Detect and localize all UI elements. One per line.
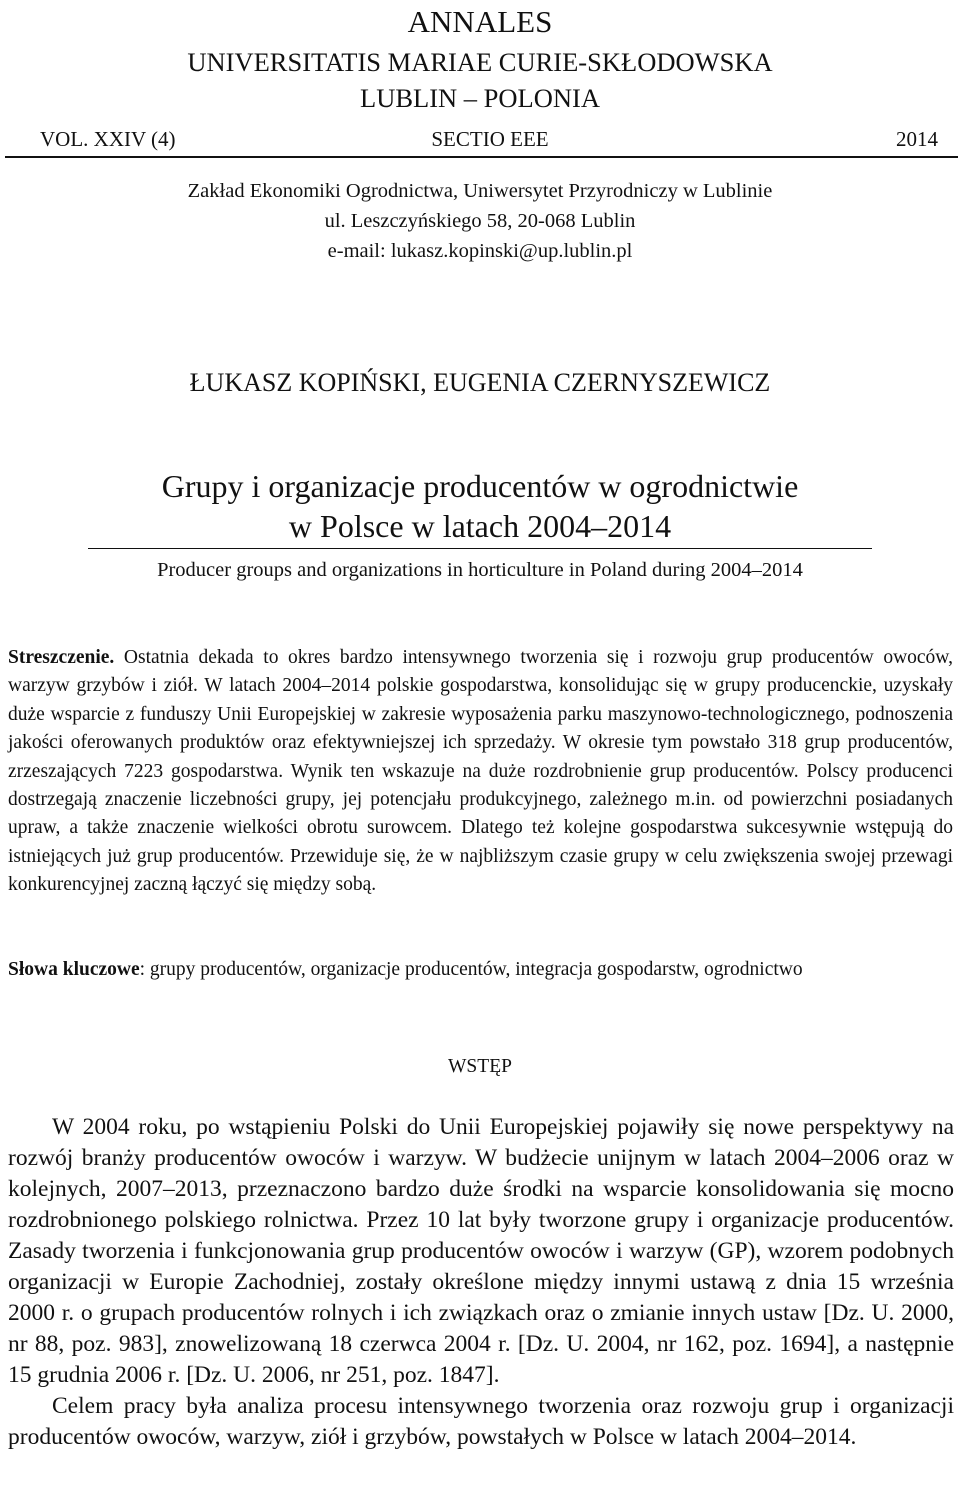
volume-label: VOL. XXIV (4) (40, 127, 176, 151)
article-title-line1: Grupy i organizacje producentów w ogrodnictwie (161, 468, 799, 504)
abstract-text: Ostatnia dekada to okres bardzo intensywnego tworzenia się i rozwoju grup producentów owoców, warzyw grzybów i ziół. W latach 2004–2014 polskie gospodarstwa, konsolidując się w grupy producenckie, uzyskały duże wsparcie z funduszy Unii Europejskiej w zakresie wyposażenia parku maszynowo-technologicznego, podnoszenia jakości oferowanych produktów oraz efektywniejszej ich sprzedaży. W okresie tym powstało 318 grup producentów, zrzeszających 7223 gospodarstwa. Wynik ten wskazuje na duże rozdrobnienie grup producentów. Polscy producenci dostrzegają znaczenie liczebności grupy, jej potencjału produkcyjnego, zależnego m.in. od powierzchni posiadanych upraw, a także znaczenie wielkości obrotu surowcem. Dlatego też kolejne gospodarstwa sukcesywnie wstępują do istniejących już grup producentów. Przewiduje się, że w najbliższym czasie grupy w celu zwiększenia swojej przewagi konkurencyjnej zaczną łączyć się między sobą. (8, 647, 953, 896)
abstract (8, 644, 953, 900)
section-heading: WSTĘP (448, 1056, 512, 1077)
article-title-english: Producer groups and organizations in horticulture in Poland during 2004–2014 (157, 559, 803, 581)
authors: ŁUKASZ KOPIŃSKI, EUGENIA CZERNYSZEWICZ (189, 368, 771, 397)
email-line: e-mail: lukasz.kopinski@up.lublin.pl (327, 240, 633, 262)
header-rule (5, 156, 958, 158)
keywords (8, 956, 953, 984)
paragraph: Celem pracy była analiza procesu intensywnego tworzenia oraz rozwoju grup i organizacji producentów owoców, warzyw, ziół i grzybów, powstałych w Polsce w latach 2004–2014. (8, 1393, 954, 1450)
journal-location: LUBLIN – POLONIA (360, 83, 600, 113)
volume-row (40, 124, 940, 154)
journal-title: ANNALES (407, 4, 553, 39)
paragraph: W 2004 roku, po wstąpieniu Polski do Unii Europejskiej pojawiły się nowe perspektywy na rozwój branży producentów owoców i warzyw. W budżecie unijnym w latach 2004–2006 oraz w kolejnych, 2007–2013, przeznaczono bardzo duże środki na wsparcie konsolidowania się mocno rozdrobnionego polskiego rolnictwa. Przez 10 lat były tworzone grupy i organizacje producentów. Zasady tworzenia i funkcjonowania grup producentów owoców i warzyw (GP), wzorem podobnych organizacji w Europie Zachodniej, zostały określone między innymi ustawą z dnia 15 września 2000 r. o grupach producentów rolnych i ich związkach oraz o zmianie innych ustaw [Dz. U. 2000, nr 88, poz. 983], znowelizowaną 18 czerwca 2004 r. [Dz. U. 2004, nr 162, poz. 1694], a następnie 15 grudnia 2006 r. [Dz. U. 2006, nr 251, poz. 1847]. (8, 1114, 954, 1388)
year-label: 2014 (896, 127, 938, 151)
keywords-label: Słowa kluczowe (8, 959, 140, 980)
journal-name: UNIVERSITATIS MARIAE CURIE-SKŁODOWSKA (187, 47, 773, 77)
body-text (8, 1112, 954, 1453)
abstract-label: Streszczenie. (8, 647, 115, 668)
section-label: SECTIO EEE (431, 127, 549, 151)
affiliation-line: Zakład Ekonomiki Ogrodnictwa, Uniwersytet Przyrodniczy w Lublinie (187, 180, 773, 202)
article-title-line2: w Polsce w latach 2004–2014 (288, 508, 672, 544)
title-rule (88, 548, 872, 549)
address-line: ul. Leszczyńskiego 58, 20-068 Lublin (324, 210, 636, 232)
keywords-text: : grupy producentów, organizacje producentów, integracja gospodarstw, ogrodnictwo (139, 959, 803, 980)
